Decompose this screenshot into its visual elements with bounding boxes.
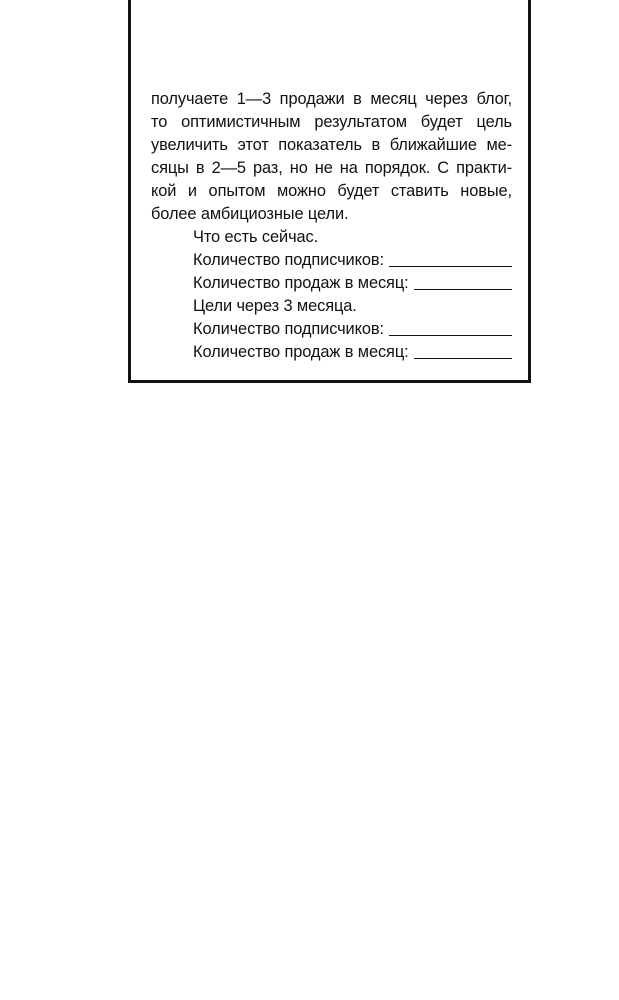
paragraph-line-1: получаете 1—3 продажи в месяц через блог,	[151, 90, 512, 108]
paragraph-line-5: кой и опытом можно будет ставить новые,	[151, 182, 512, 200]
paragraph-line-3: увеличить этот показатель в ближайшие ме-	[151, 136, 512, 154]
paragraph-line-4: сяцы в 2—5 раз, но не на порядок. С практи-	[151, 159, 512, 177]
current-sales-row	[193, 272, 512, 295]
sidebar-box	[128, 0, 531, 383]
goals-form	[151, 226, 512, 364]
current-sales-label: Количество продаж в месяц:	[193, 274, 409, 292]
current-subscribers-row	[193, 249, 512, 272]
current-state-heading: Что есть сейчас.	[193, 228, 319, 246]
goals-sales-row	[193, 341, 512, 364]
goals-sales-blank[interactable]	[414, 358, 512, 359]
goals-subscribers-row	[193, 318, 512, 341]
current-sales-blank[interactable]	[414, 289, 512, 290]
goals-sales-label: Количество продаж в месяц:	[193, 343, 409, 361]
goals-subscribers-blank[interactable]	[389, 335, 512, 336]
goals-subscribers-label: Количество подписчиков:	[193, 320, 384, 338]
current-subscribers-blank[interactable]	[389, 266, 512, 267]
box-content	[151, 88, 512, 364]
current-subscribers-label: Количество подписчиков:	[193, 251, 384, 269]
paragraph-line-2: то оптимистичным результатом будет цель	[151, 113, 512, 131]
paragraph-line-6: более амбициозные цели.	[151, 205, 349, 223]
goals-heading: Цели через 3 месяца.	[193, 297, 357, 315]
